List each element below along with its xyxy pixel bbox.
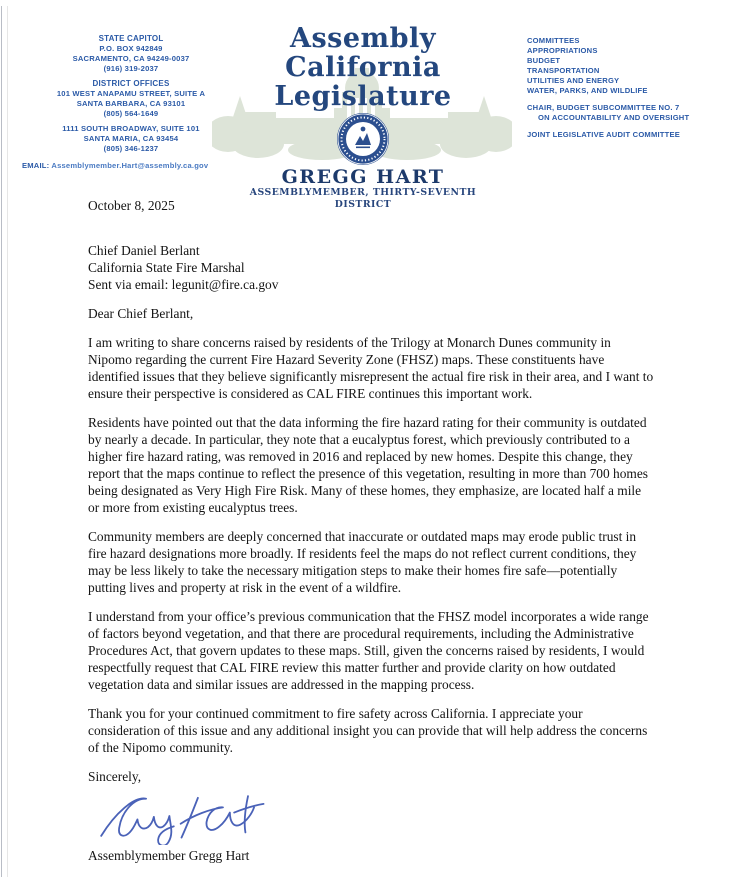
signature-handwriting [96,787,286,845]
joint-committee-line: JOINT LEGISLATIVE AUDIT COMMITTEE [527,130,680,139]
district-office-phone: (805) 564-1649 [103,109,159,118]
paragraph: Thank you for your continued commitment to fire safety across California. I appreciate your consideration of this issue and any additional insight you can provide that will help address the concerns of the Nipomo community. [88,706,648,755]
page-edge-line [1,6,2,877]
recipient-block [88,242,655,293]
signed-by: Assemblymember Gregg Hart [88,848,250,863]
page-edge-shadow [7,6,8,877]
email-address: Assemblymember.Hart@assembly.ca.gov [51,161,209,170]
closing: Sincerely, [88,769,142,784]
capitol-address-line: SACRAMENTO, CA 94249-0037 [72,54,190,63]
letter-body [88,197,655,864]
committee-item: TRANSPORTATION [527,66,600,75]
email-line [18,161,244,171]
recipient-title: California State Fire Marshal [88,260,245,275]
committee-item: WATER, PARKS, AND WILDLIFE [527,86,648,95]
district-office-line: SANTA MARIA, CA 93454 [83,134,179,143]
capitol-address-line: P.O. BOX 942849 [99,44,163,53]
chair-line: ON ACCOUNTABILITY AND OVERSIGHT [538,113,690,122]
member-district: ASSEMBLYMEMBER, THIRTY-SEVENTH DISTRICT [249,187,477,210]
state-capitol-title: STATE CAPITOL [98,34,164,43]
california-assembly-seal-icon [336,112,390,166]
committee-item: BUDGET [527,56,561,65]
salutation: Dear Chief Berlant, [88,306,194,321]
masthead-assembly: Assembly [290,23,436,54]
capitol-office-block [18,34,244,171]
paragraph: I am writing to share concerns raised by residents of the Trilogy at Monarch Dunes community in Nipomo regarding the current Fire Hazard Severity Zone (FHSZ) maps. These constituents have identified issues that they believe significantly misrepresent the actual fire risk in their area, and I want to ensure their perspective is considered as CAL FIRE continues this important work. [88,335,654,401]
recipient-name: Chief Daniel Berlant [88,243,200,258]
chair-line: CHAIR, BUDGET SUBCOMMITTEE NO. 7 [527,103,680,112]
masthead-california-legislature: California Legislature [274,52,452,112]
masthead [226,23,500,210]
member-name: GREGG HART [281,166,445,188]
district-office-line: 1111 SOUTH BROADWAY, SUITE 101 [62,124,200,133]
paragraph: Residents have pointed out that the data informing the fire hazard rating for their community is outdated by nearly a decade. In particular, they note that a eucalyptus forest, which previously contributed to a higher fire hazard rating, was removed in 2016 and replaced by new homes. Despite this change, they report that the maps continue to reflect the presence of this vegetation, resulting in more than 700 homes being designated as Very High Fire Risk. Many of these homes, they emphasize, are located half a mile or more from existing eucalyptus trees. [88,415,649,515]
paragraph: Community members are deeply concerned that inaccurate or outdated maps may erode public trust in fire hazard designations more broadly. If residents feel the maps do not reflect current conditions, they may be less likely to take the necessary mitigation steps to make their homes fire safe—potentially putting lives and property at risk in the event of a wildfire. [88,529,637,595]
paragraph: I understand from your office’s previous communication that the FHSZ model incorporates a wide range of factors beyond vegetation, and that there are procedural requirements, including the Administrative Procedures Act, that govern updates to these maps. Still, given the concerns raised by residents, I would respectfully request that CAL FIRE review this matter further and provide clarity on how outdated vegetation data and similar issues are addressed in the mapping process. [88,609,649,692]
committees-block [527,36,727,147]
district-offices-title: DISTRICT OFFICES [92,79,170,88]
district-office-phone: (805) 346-1237 [103,144,159,153]
recipient-email-line: Sent via email: legunit@fire.ca.gov [88,277,279,292]
committee-item: UTILITIES AND ENERGY [527,76,620,85]
district-office-line: 101 WEST ANAPAMU STREET, SUITE A [56,89,206,98]
district-office-line: SANTA BARBARA, CA 93101 [76,99,186,108]
committees-title: COMMITTEES [527,36,580,45]
capitol-phone: (916) 319-2037 [103,64,159,73]
email-label: EMAIL: [22,161,50,170]
letter-date: October 8, 2025 [88,198,175,213]
committee-item: APPROPRIATIONS [527,46,598,55]
